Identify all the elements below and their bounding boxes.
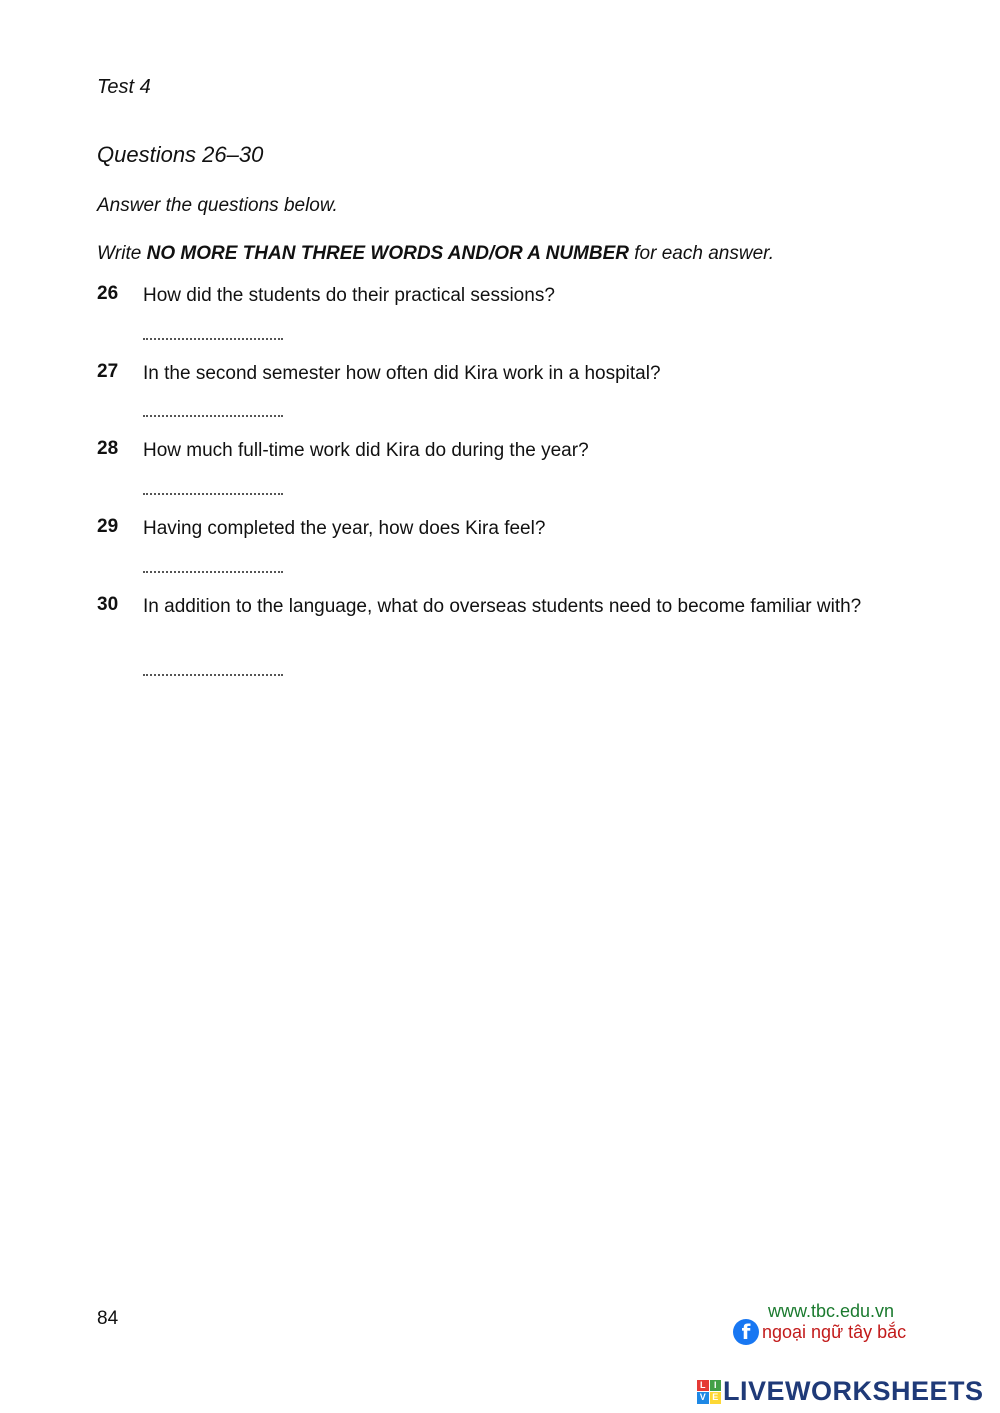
word-limit-prefix: Write — [97, 243, 147, 264]
test-label: Test 4 — [97, 76, 151, 98]
question-number: 28 — [97, 438, 119, 459]
page-number: 84 — [97, 1308, 119, 1329]
question-number: 30 — [97, 594, 119, 615]
word-limit-instruction — [97, 243, 774, 265]
question-number: 27 — [97, 361, 119, 382]
question-number: 26 — [97, 283, 119, 304]
answer-blank-26[interactable] — [143, 338, 283, 340]
question-text: Having completed the year, how does Kira feel? — [143, 518, 546, 539]
question-text: In addition to the language, what do overseas students need to become familiar with? — [143, 596, 862, 617]
instruction-text: Answer the questions below. — [97, 195, 338, 216]
liveworksheets-logo-icon: L I V E — [697, 1380, 721, 1404]
section-title: Questions 26–30 — [97, 142, 264, 167]
website-link[interactable]: www.tbc.edu.vn — [768, 1301, 895, 1321]
word-limit-emphasis: NO MORE THAN THREE WORDS AND/OR A NUMBER — [146, 243, 629, 264]
answer-blank-29[interactable] — [143, 571, 283, 573]
question-text: How much full-time work did Kira do during the year? — [143, 440, 589, 461]
liveworksheets-brand — [697, 1376, 984, 1407]
brand-name: LIVEWORKSHEETS — [723, 1376, 984, 1406]
word-limit-suffix: for each answer. — [629, 243, 775, 264]
facebook-icon: f — [733, 1319, 759, 1345]
facebook-page-name: ngoại ngữ tây bắc — [762, 1321, 907, 1342]
answer-blank-27[interactable] — [143, 415, 283, 417]
answer-blank-30[interactable] — [143, 674, 283, 676]
question-text: In the second semester how often did Kira work in a hospital? — [143, 363, 661, 384]
question-number: 29 — [97, 516, 119, 537]
facebook-link[interactable] — [733, 1319, 906, 1345]
answer-blank-28[interactable] — [143, 493, 283, 495]
question-text: How did the students do their practical sessions? — [143, 285, 555, 306]
